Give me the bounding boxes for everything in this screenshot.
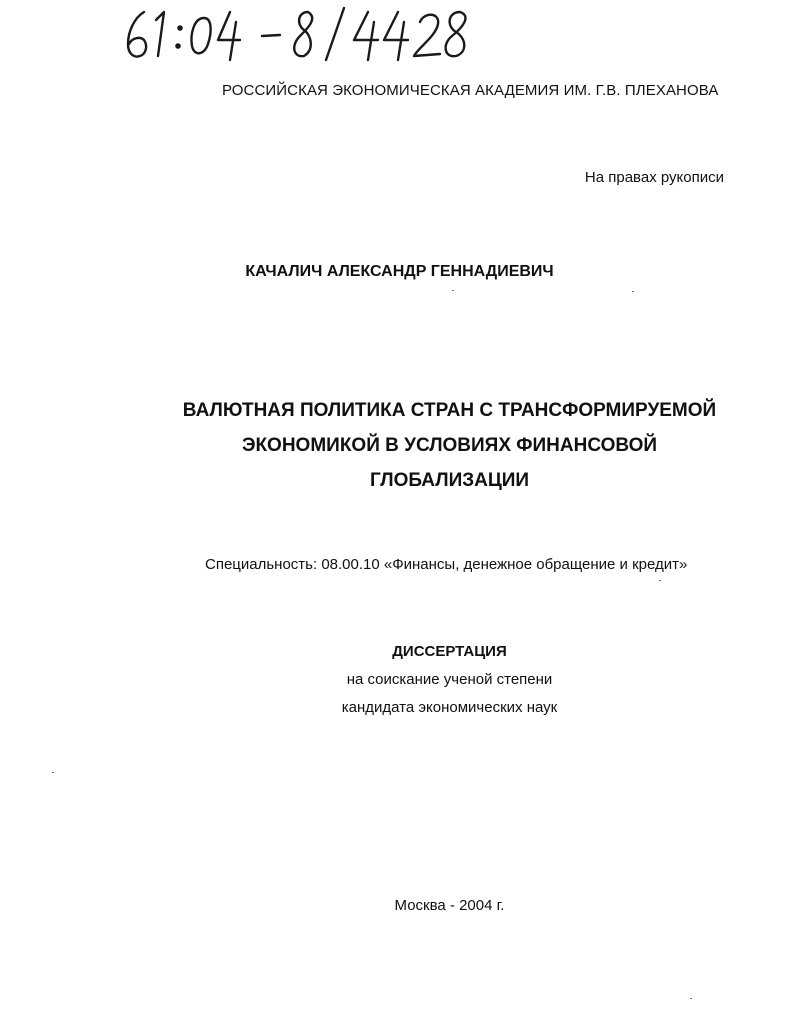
scan-speck (52, 772, 54, 773)
title-line-2: ЭКОНОМИКОЙ В УСЛОВИЯХ ФИНАНСОВОЙ (241, 435, 658, 456)
manuscript-note: На правах рукописи (584, 169, 724, 186)
scan-speck (690, 998, 692, 999)
degree-line-1: на соискание ученой степени (346, 671, 553, 688)
scan-speck (452, 290, 454, 291)
author-name: КАЧАЛИЧ АЛЕКСАНДР ГЕННАДИЕВИЧ (245, 263, 554, 280)
degree-line-2: кандидата экономических наук (341, 699, 558, 716)
city-year: Москва - 2004 г. (394, 897, 505, 914)
specialty-line: Специальность: 08.00.10 «Финансы, денежное обращение и кредит» (205, 556, 688, 573)
title-line-3: ГЛОБАЛИЗАЦИИ (369, 470, 530, 491)
degree-type: ДИССЕРТАЦИЯ (392, 643, 507, 660)
dissertation-title (0, 393, 799, 498)
degree-block (0, 638, 799, 722)
scan-speck (632, 291, 634, 292)
handwritten-archive-code (122, 4, 482, 64)
title-line-1: ВАЛЮТНАЯ ПОЛИТИКА СТРАН С ТРАНСФОРМИРУЕМОЙ (182, 400, 717, 421)
institution-name: РОССИЙСКАЯ ЭКОНОМИЧЕСКАЯ АКАДЕМИЯ ИМ. Г.В. ПЛЕХАНОВА (222, 82, 719, 99)
handwritten-code-drawing (122, 4, 482, 64)
scan-speck (659, 580, 661, 581)
